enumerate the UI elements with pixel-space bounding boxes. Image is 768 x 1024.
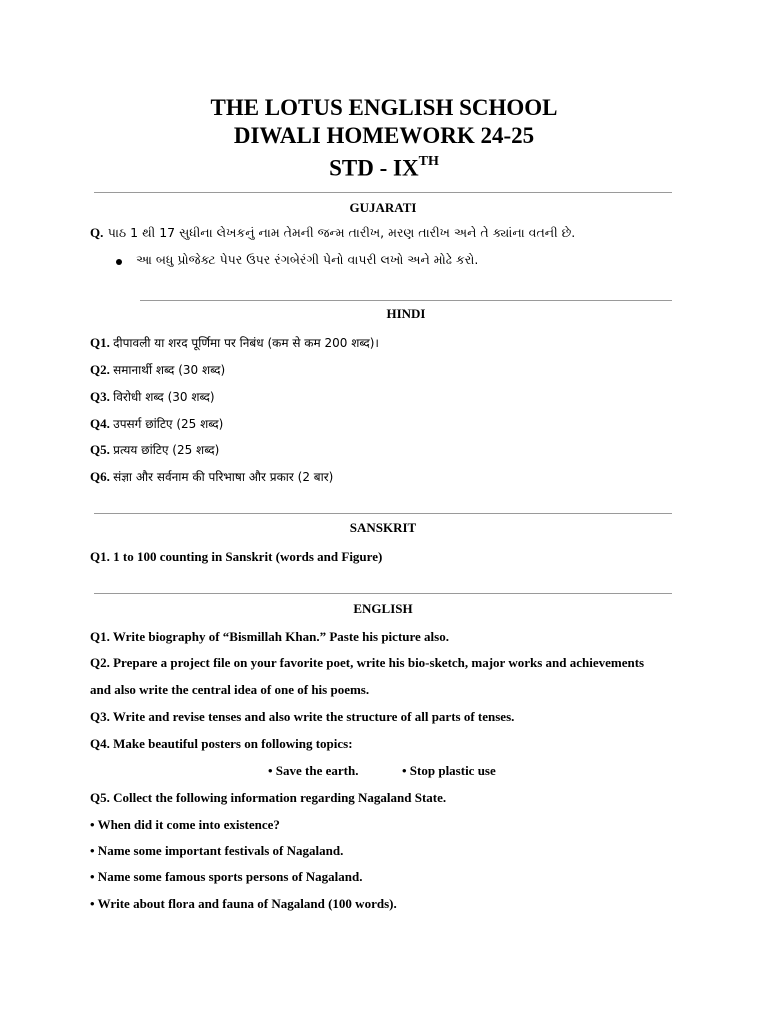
question-text: प्रत्यय छांटिए (25 शब्द) xyxy=(113,443,220,457)
nagaland-bullet-1: • When did it come into existence? xyxy=(90,817,280,832)
divider xyxy=(94,513,672,514)
standard-text: STD - IX xyxy=(329,155,419,181)
sanskrit-question-1: Q1. 1 to 100 counting in Sanskrit (words and Figure) xyxy=(90,549,383,564)
standard-superscript: TH xyxy=(418,154,439,169)
question-label: Q4. xyxy=(90,416,110,431)
gujarati-heading: GUJARATI xyxy=(349,200,417,215)
hindi-question-1 xyxy=(90,334,379,351)
english-question-4: Q4. Make beautiful posters on following topics: xyxy=(90,736,353,751)
question-text: उपसर्ग छांटिए (25 शब्द) xyxy=(113,417,224,431)
english-question-3: Q3. Write and revise tenses and also write the structure of all parts of tenses. xyxy=(90,709,515,724)
hindi-question-6 xyxy=(90,468,333,485)
english-question-5: Q5. Collect the following information regarding Nagaland State. xyxy=(90,790,447,805)
bullet-icon xyxy=(116,259,122,265)
sanskrit-heading: SANSKRIT xyxy=(349,520,417,535)
hindi-heading: HINDI xyxy=(386,306,426,321)
school-name: THE LOTUS ENGLISH SCHOOL xyxy=(210,95,558,120)
question-label: Q. xyxy=(90,225,104,240)
question-label: Q3. xyxy=(90,389,110,404)
nagaland-bullet-3: • Name some famous sports persons of Nagaland. xyxy=(90,869,363,884)
hindi-question-3 xyxy=(90,388,215,405)
english-question-2-line-2: and also write the central idea of one of his poems. xyxy=(90,682,370,697)
gujarati-bullet: આ બધુ પ્રોજેક્ટ પેપર ઉપર રંગબેરંગી પેનો વાપરી લખો અને મોઢે કરો. xyxy=(136,252,479,267)
question-label: Q2. xyxy=(90,362,110,377)
question-text: संज्ञा और सर्वनाम की परिभाषा और प्रकार (2 बार) xyxy=(113,470,334,484)
divider xyxy=(94,593,672,594)
question-text: પાઠ 1 થી 17 સુધીના લેખકનું નામ તેમની જન્મ તારીખ, મરણ તારીખ અને તે ક્યાંના વતની છે. xyxy=(107,225,576,240)
divider xyxy=(94,192,672,193)
gujarati-question xyxy=(90,225,575,241)
english-question-1: Q1. Write biography of “Bismillah Khan.” Paste his picture also. xyxy=(90,629,449,644)
question-label: Q5. xyxy=(90,442,110,457)
nagaland-bullet-2: • Name some important festivals of Nagaland. xyxy=(90,843,344,858)
homework-title: DIWALI HOMEWORK 24-25 xyxy=(233,123,535,148)
question-label: Q1. xyxy=(90,335,110,350)
hindi-question-2 xyxy=(90,361,225,378)
question-text: विरोधी शब्द (30 शब्द) xyxy=(113,390,215,404)
english-heading: ENGLISH xyxy=(353,601,413,616)
poster-topic-2: • Stop plastic use xyxy=(402,763,496,778)
question-label: Q6. xyxy=(90,469,110,484)
nagaland-bullet-4: • Write about flora and fauna of Nagaland (100 words). xyxy=(90,896,397,911)
question-text: दीपावली या शरद पूर्णिमा पर निबंध (कम से कम 200 शब्द)। xyxy=(113,336,379,350)
divider xyxy=(140,300,672,301)
hindi-question-4 xyxy=(90,415,223,432)
standard-title xyxy=(0,150,768,183)
english-question-2-line-1: Q2. Prepare a project file on your favorite poet, write his bio-sketch, major works and achievements xyxy=(90,655,645,670)
hindi-question-5 xyxy=(90,441,219,458)
question-text: समानार्थी शब्द (30 शब्द) xyxy=(113,363,226,377)
poster-topic-1: • Save the earth. xyxy=(268,763,359,778)
